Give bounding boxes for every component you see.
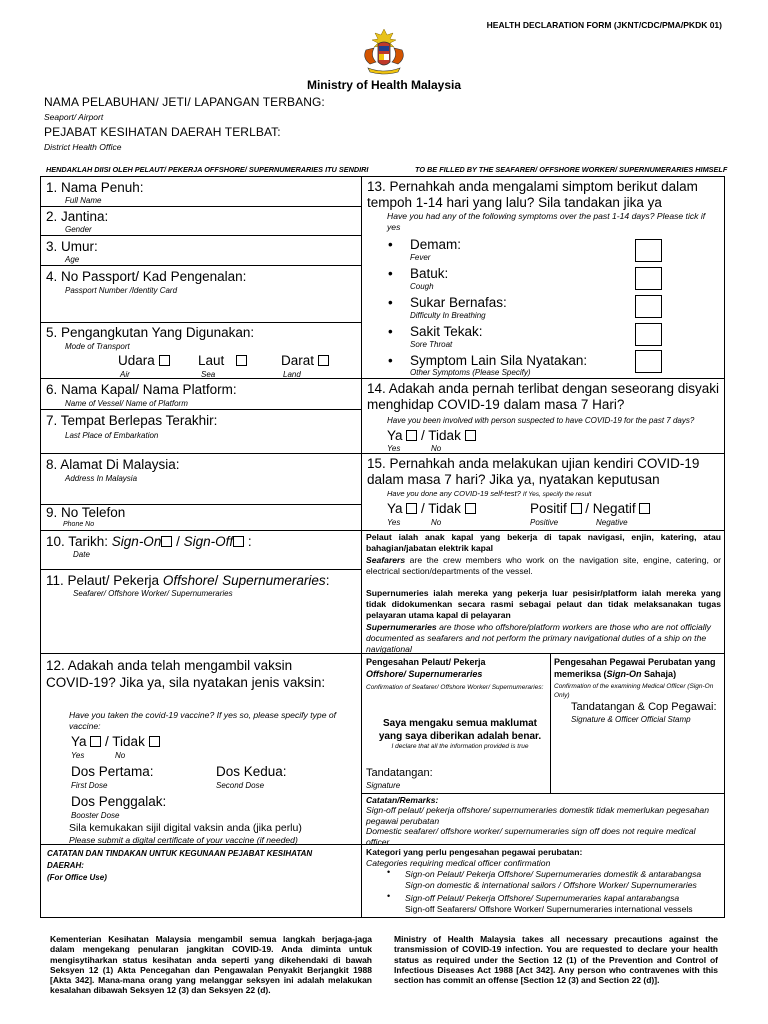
breathing-checkbox[interactable] [635,295,662,318]
officer-signature-label: Tandatangan & Cop Pegawai: [571,701,717,713]
sea-sub: Sea [201,370,216,379]
symptom-other-label: Symptom Lain Sila Nyatakan: [410,353,588,368]
symptom-throat-sub: Sore Throat [410,340,453,349]
ministry-title: Ministry of Health Malaysia [306,78,462,92]
cough-checkbox[interactable] [635,267,662,290]
medical-officer-sub: Confirmation of the examining Medical Officer (Sign-On Only) [554,683,714,699]
q7-label: 7. Tempat Berlepas Terakhir: [46,413,218,428]
symptom-cough-label: Batuk: [410,266,449,281]
air-sub: Air [120,370,130,379]
other-symptom-checkbox[interactable] [635,350,662,373]
form-grid: 1. Nama Penuh: Full Name 2. Jantina: Gender 3. Umur: Age 4. No Passport/ Kad Pengenalan: Passport Number /Identity Card 5. Pengangkutan Yang Digunakan: Mode of Transport Udara Air Laut Sea Darat Land 6. Nama Kapal/ Nama Platform: Name of Vessel/ Name of Platform 7. Tempat Berlepas Terakhir: Last Place of Embarkation 8. Alamat Di Malaysia: Address In Malaysia 9. No Telefon Phone No 10. Tarikh: Sign-On / Sign-Off : Date 11. Pelaut/ Pekerja Offshore/ Supernumeraries: Seafarer/ Offshore Worker/ Supernumeraries 12. Adakah anda telah mengambil vaksin COVID-19? Jika ya, sila nyatakan jenis vaksin: Have you taken the covid-19 vaccine? If yes so, please specify type of vaccine: Ya / Tidak Yes No Dos Pertama: First Dose Dos Kedua: Second Dose Dos Penggalak: Booster Dose Sila kemukakan sijil digital vaksin anda (jika perlu) Please submit a digital certificate of your vaccine (if needed) CATATAN DAN TINDAKAN UNTUK KEGUNAAN PEJABAT KESIHATAN DAERAH: (For Office Use) 13. Pernahkah anda mengalami simptom berikut dalam tempoh 1-14 hari yang lalu? Sila tandakan jika ya Have you had any of the following symptoms over the past 1-14 days? Please tick if yes • Demam: Fever • Batuk: Cough • Sukar Bernafas: Difficulty In Breathing • Sakit Tekak: Sore Throat • Symptom Lain Sila Nyatakan: Other Symptoms (Please Specify) 14. Adakah anda pernah terlibat dengan seseorang disyaki menghidap COVID-19 dalam masa 7 Hari? Have you been involved with person suspected to have COVID-19 for the past 7 days? Ya / Tidak Yes No 15. Pernahkah anda melakukan ujian kendiri COVID-19 dalam masa 7 hari? Jika ya, nyatakan keputusan Have you done any COVID-19 self-test? If Yes, specify the result Ya / Tidak Positif / Negatif Yes No Positive Negative Pelaut ialah anak kapal yang bekerja di tapak navigasi, enjin, katering, atau bahagian/jabatan elektrik kapal Seafarers are the crew members who work on the navigation site, engine, catering, or electrical section/departments of the vessel. Supernumeries ialah mereka yang pekerja luar pesisir/platform ialah mereka yang tidak didokumenkan secara rasmi sebagai pelaut dan tidak melaksanakan tugas pelayaran utama kapal di pelayaran Supernumeraries are those who offshore/platform workers are those who are not officially documented as seafarers and not perform the primary navigational duties of a ship on the navigational Pengesahan Pelaut/ Pekerja Offshore/ Supernumeraries Confirmation of Seafarer/ Offshore Worker/ Supernumeraries: Saya mengaku semua maklumat yang saya diberikan adalah benar. I declare that all the information provided is true Tandatangan: Signature Pengesahan Pegawai Perubatan yang memeriksa (Sign-On Sahaja) Confirmation of the examining Medical Officer (Sign-On Only) Tandatangan & Cop Pegawai: Signature & Officer Official Stamp Catatan/Remarks: Sign-off pelaut/ pekerja offshore/ supernumeraries domestik tidak memerlukan pegesahan pegawai perubatan Domestic seafarer/ offshore worker/ supernumeraries sign off does not require medical officer Kategori yang perlu pengesahan pegawai perubatan: Categories requiring medical officer confirmation • Sign-on Pelaut/ Pekerja Offshore/ Supernumeraries domestik & antarabangsa Sign-on domestic & international sailors / Offshore Worker/ Supernumeraries • Sign-off Pelaut/ Pekerja Offshore/ Supernumeraries kapal antarabangsa Sign-off Seafarers/ Offshore Worker/ Supernumeraries international vessels [40,176,725,918]
supernumerary-definition-english: Supernumeraries are those who offshore/platform workers are those who are not officially documented as seafarers and not perform the primary navigational duties of a ship on the navigational [366,622,711,654]
medical-officer-title: Pengesahan Pegawai Perubatan yang memeriksa (Sign-On Sahaja) [554,657,716,679]
q2-sub: Gender [65,225,92,234]
throat-checkbox[interactable] [635,323,662,346]
category-item-malay: Sign-off Pelaut/ Pekerja Offshore/ Supernumeraries kapal antarabangsa [405,893,680,903]
q5-sub: Mode of Transport [65,342,130,351]
coat-of-arms-emblem [358,26,410,76]
q14-label: 14. Adakah anda pernah terlibat dengan seseorang disyaki menghidap COVID-19 dalam masa 7 Hari? [367,381,720,412]
port-sub: Seaport/ Airport [44,112,104,122]
instruction-malay: HENDAKLAH DIISI OLEH PELAUT/ PEKERJA OFFSHORE/ SUPERNUMERARIES ITU SENDIRI [46,165,369,174]
footer-english: Ministry of Health Malaysia takes all necessary precautions against the transmission of COVID-19 infection. You are requested to declare your health status as required under the Section 12 (1) of the Prevention and Control of Infectious Diseases Act 1988 [Act 342]. Any person who contravenes with this section has commit an offense [Section 12 (3) and Section 22 (d)]. [394,934,718,986]
column-divider [361,177,362,918]
q12-sub: Have you taken the covid-19 vaccine? If yes so, please specify type of vaccine: [69,710,337,731]
officer-signature-sub: Signature & Officer Official Stamp [571,715,691,724]
q12-no-sub: No [115,751,126,760]
cert-label: Sila kemukakan sijil digital vaksin anda (jika perlu) [69,822,302,834]
q13-sub: Have you had any of the following symptoms over the past 1-14 days? Please tick if yes [387,211,706,232]
q1-sub: Full Name [65,196,102,205]
positive-sub: Positive [530,518,559,527]
booster-label: Dos Penggalak: [71,794,167,809]
seafarer-definition-malay: Pelaut ialah anak kapal yang bekerja di tapak navigasi, enjin, katering, atau bahagian/jabatan elektrik kapal [366,532,721,553]
q12-label: 12. Adakah anda telah mengambil vaksin COVID-19? Jika ya, sila nyatakan jenis vaksin: [46,658,326,690]
q14-no-sub: No [431,444,442,453]
q4-label: 4. No Passport/ Kad Pengenalan: [46,269,247,284]
q3-label: 3. Umur: [46,239,98,254]
categories-sub: Categories requiring medical officer confirmation [366,858,551,868]
symptom-throat-label: Sakit Tekak: [410,324,483,339]
contact-yes-checkbox[interactable] [406,430,417,441]
transport-land: Darat [281,353,329,368]
negative-sub: Negative [596,518,628,527]
sign-off-checkbox[interactable] [233,536,244,547]
office-label: PEJABAT KESIHATAN DAERAH TERLBAT: [44,125,281,139]
q9-label: 9. No Telefon [46,505,126,520]
category-item-english: Sign-on domestic & international sailors / Offshore Worker/ Supernumeraries [405,880,697,890]
negative-checkbox[interactable] [639,503,650,514]
q4-sub: Passport Number /Identity Card [65,286,178,295]
port-label: NAMA PELABUHAN/ JETI/ LAPANGAN TERBANG: [44,95,325,109]
q14-yes-no: Ya / Tidak [387,428,476,443]
q13-label: 13. Pernahkah anda mengalami simptom berikut dalam tempoh 1-14 hari yang lalu? Sila tandakan jika ya [367,179,698,210]
signature-label: Tandatangan: [366,767,433,779]
transport-air: Udara [118,353,170,368]
transport-sea: Laut [198,353,247,368]
q5-label: 5. Pengangkutan Yang Digunakan: [46,325,255,340]
q12-yes-no: Ya / Tidak [71,734,160,749]
category-item-malay: Sign-on Pelaut/ Pekerja Offshore/ Supernumeraries domestik & antarabangsa [405,869,702,879]
office-use: (For Office Use) [47,873,107,882]
q8-sub: Address In Malaysia [65,474,138,483]
q10-sub: Date [73,550,90,559]
booster-sub: Booster Dose [71,811,120,820]
q15-result: Positif / Negatif [530,501,650,516]
land-checkbox[interactable] [318,355,329,366]
symptom-breathing-label: Sukar Bernafas: [410,295,507,310]
q2-label: 2. Jantina: [46,209,109,224]
sign-on-checkbox[interactable] [161,536,172,547]
symptom-cough-sub: Cough [410,282,434,291]
remarks-english: Domestic seafarer/ offshore worker/ supernumeraries sign off does not require medical officer [366,826,696,847]
q14-sub: Have you been involved with person suspected to have COVID-19 for the past 7 days? [387,416,695,425]
dose1-label: Dos Pertama: [71,764,154,779]
seafarer-definition-english: Seafarers are the crew members who work on the navigation site, engine, catering, or electrical section/departments of the vessel. [366,555,721,576]
categories-title: Kategori yang perlu pengesahan pegawai perubatan: [366,847,583,857]
q11-sub: Seafarer/ Offshore Worker/ Supernumeraries [73,589,233,598]
q10-label: 10. Tarikh: Sign-On / Sign-Off : [46,534,252,549]
vaccine-yes-checkbox[interactable] [90,736,101,747]
symptom-fever-label: Demam: [410,237,462,252]
land-sub: Land [283,370,301,379]
q6-label: 6. Nama Kapal/ Nama Platform: [46,382,237,397]
q12-yes-sub: Yes [71,751,85,760]
contact-no-checkbox[interactable] [465,430,476,441]
selftest-no-checkbox[interactable] [465,503,476,514]
seafarer-confirmation-sub: Confirmation of Seafarer/ Offshore Worker/ Supernumeraries: [366,684,544,691]
office-note: CATATAN DAN TINDAKAN UNTUK KEGUNAAN PEJABAT KESIHATAN DAERAH: [47,849,313,870]
dose1-sub: First Dose [71,781,108,790]
remarks-malay: Sign-off pelaut/ pekerja offshore/ supernumeraries domestik tidak memerlukan pegesahan pegawai perubatan [366,805,709,826]
q15-label: 15. Pernahkah anda melakukan ujian kendiri COVID-19 dalam masa 7 hari? Jika ya, nyatakan keputusan [367,456,700,487]
q7-sub: Last Place of Embarkation [65,431,159,440]
symptom-other-sub: Other Symptoms (Please Specify) [410,368,531,377]
symptom-fever-sub: Fever [410,253,431,262]
positive-checkbox[interactable] [571,503,582,514]
vaccine-no-checkbox[interactable] [149,736,160,747]
q8-label: 8. Alamat Di Malaysia: [46,457,180,472]
q6-sub: Name of Vessel/ Name of Platform [65,399,188,408]
q15-no-sub: No [431,518,442,527]
dose2-sub: Second Dose [216,781,265,790]
q1-label: 1. Nama Penuh: [46,180,144,195]
q15-yes-sub: Yes [387,518,401,527]
sea-checkbox[interactable] [236,355,247,366]
q11-label: 11. Pelaut/ Pekerja Offshore/ Supernumeraries: [46,573,330,588]
q14-yes-sub: Yes [387,444,401,453]
footer-malay: Kementerian Kesihatan Malaysia mengambil semua langkah berjaga-jaga dalam mengekang penularan jangkitan COVID-19. Anda diminta untuk mengisytiharkan status kesihatan anda seperti yang dikehendaki di bawah Seksyen 12 (1) Akta Pencegahan dan Pengawalan Penyakit Berjangkit 1988 [Akta 342]. Mana-mana orang yang melanggar seksyen ini adalah melakukan kesalahan dibawah Seksyen 12 (3) dan Seksyen 22 (d). [50,934,372,996]
symptom-breathing-sub: Difficulty In Breathing [410,311,486,320]
supernumerary-definition-malay: Supernumeries ialah mereka yang pekerja luar pesisir/platform ialah mereka yang tidak didokumenkan secara rasmi sebagai pelaut dan tidak melaksanakan tugas pelayaran utama kapal di pelayaran [366,588,721,620]
form-code: HEALTH DECLARATION FORM (JKNT/CDC/PMA/PKDK 01) [486,20,722,30]
signature-sub: Signature [366,781,401,790]
office-sub: District Health Office [44,142,122,152]
cert-sub: Please submit a digital certificate of your vaccine (if needed) [69,835,298,845]
q9-sub: Phone No [63,521,95,528]
q15-sub: Have you done any COVID-19 self-test? If Yes, specify the result [387,489,592,498]
remarks-title: Catatan/Remarks: [366,795,439,805]
declaration-malay: Saya mengaku semua maklumat yang saya diberikan adalah benar. [378,718,542,742]
q3-sub: Age [65,255,80,264]
instruction-english: TO BE FILLED BY THE SEAFARER/ OFFSHORE WORKER/ SUPERNUMERARIES HIMSELF [415,165,728,174]
air-checkbox[interactable] [159,355,170,366]
seafarer-confirmation-title: Pengesahan Pelaut/ Pekerja Offshore/ Supernumeraries [366,657,486,679]
q15-yes-no: Ya / Tidak [387,501,476,516]
selftest-yes-checkbox[interactable] [406,503,417,514]
fever-checkbox[interactable] [635,239,662,262]
dose2-label: Dos Kedua: [216,764,287,779]
declaration-english: I declare that all the information provided is true [391,743,529,750]
category-item-english: Sign-off Seafarers/ Offshore Worker/ Supernumeraries international vessels [405,904,693,914]
